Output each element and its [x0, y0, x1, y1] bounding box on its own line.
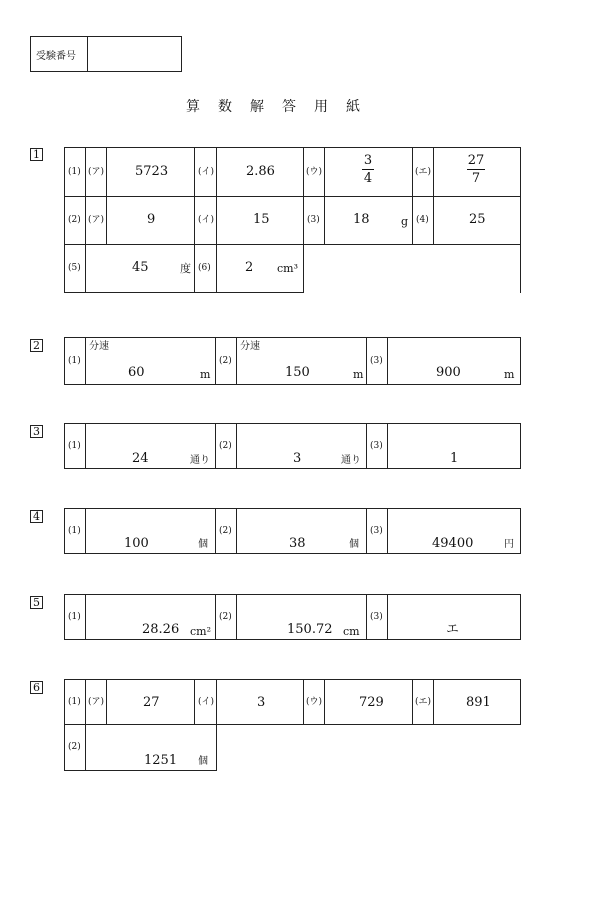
q6-1-a-cell	[107, 680, 195, 724]
q6-1-i-answer: 3	[257, 695, 266, 710]
q1-r1-num: (1)	[65, 148, 86, 196]
q2-2-answer: 150	[285, 365, 310, 380]
section-number-2: 2	[30, 339, 43, 352]
q6-2-cell	[86, 725, 216, 770]
q4-2-cell	[237, 509, 367, 553]
q3-1-unit: 通り	[190, 455, 210, 466]
q4-3-cell	[388, 509, 520, 553]
q1-1-a-answer: 5723	[135, 164, 169, 179]
q1-r1-e-label: (エ)	[413, 148, 434, 196]
q3-row: (1) 24 通り (2) 3 通り (3) 1	[64, 423, 521, 469]
q2-1-cell	[86, 338, 216, 384]
q1-r1-i-cell	[217, 148, 304, 196]
q6-1-a-answer: 27	[143, 695, 160, 710]
q5-1-cell	[86, 595, 216, 639]
q1-r1-u-label: (ウ)	[304, 148, 325, 196]
q1-r3-n6: (6)	[195, 243, 217, 292]
q1-r2-v4-cell	[434, 196, 520, 244]
q2-2-cell	[237, 338, 367, 384]
q4-3-unit: 円	[504, 539, 514, 550]
q3-3-answer: 1	[450, 451, 459, 466]
exam-number-box	[30, 36, 182, 72]
q1-6-answer: 2	[245, 260, 254, 275]
q6-1-u-answer: 729	[359, 695, 384, 710]
q5-2-answer: 150.72	[287, 622, 333, 637]
q3-1-cell	[86, 424, 216, 468]
q1-6-unit: cm³	[277, 262, 299, 275]
q1-r2-i-cell	[217, 196, 304, 244]
q3-2-unit: 通り	[341, 455, 361, 466]
section-number-3: 3	[30, 425, 43, 438]
q6-1-i-cell	[217, 680, 304, 724]
section-number-5: 5	[30, 596, 43, 609]
q2-3-cell	[388, 338, 520, 384]
q2-1-answer: 60	[128, 365, 145, 380]
section-number-6: 6	[30, 681, 43, 694]
q1-2-a-answer: 9	[147, 212, 156, 227]
q3-2-cell	[237, 424, 367, 468]
q1-r2-v3-cell	[325, 196, 413, 244]
q3-1-answer: 24	[132, 451, 149, 466]
q1-5-unit: 度	[180, 262, 191, 275]
q1-1-i-answer: 2.86	[246, 164, 275, 179]
q1-2-i-answer: 15	[253, 212, 270, 227]
q4-row: (1) 100 個 (2) 38 個 (3) 49400 円	[64, 508, 521, 554]
q5-row: (1) 28.26 cm² (2) 150.72 cm (3) エ	[64, 594, 521, 640]
q6-row2: (2) 1251 個	[64, 724, 217, 771]
q1-3-unit: g	[401, 215, 409, 228]
q5-1-answer: 28.26	[142, 622, 180, 637]
q6-1-u-cell	[325, 680, 413, 724]
q3-3-cell	[388, 424, 520, 468]
q1-r3-n5: (5)	[65, 243, 86, 292]
q4-3-answer: 49400	[432, 536, 474, 551]
q4-1-cell	[86, 509, 216, 553]
q4-2-answer: 38	[289, 536, 306, 551]
q1-5-answer: 45	[132, 260, 149, 275]
q3-2-answer: 3	[293, 451, 302, 466]
q1-r2-i-label: (イ)	[195, 196, 217, 244]
exam-number-label: 受験番号	[36, 51, 76, 62]
q1-r2-num: (2)	[65, 196, 86, 244]
q2-2-unit: m	[353, 368, 364, 381]
q1-r1-e-cell	[434, 148, 520, 196]
q1-r2-a-label: (ア)	[86, 196, 107, 244]
q1-r1-a-label: (ア)	[86, 148, 107, 196]
q1-r2-n4: (4)	[413, 196, 434, 244]
q1-r1-a-cell	[107, 148, 195, 196]
q4-1-unit: 個	[198, 539, 208, 550]
q2-3-unit: m	[504, 368, 515, 381]
q5-1-unit: cm²	[190, 625, 212, 638]
section-number-1: 1	[30, 148, 43, 161]
q1-1-e-fraction: 27 7	[467, 153, 485, 186]
q2-row: (1) 分速 60 m (2) 分速 150 m (3) 900 m	[64, 337, 521, 385]
q5-3-answer: エ	[446, 622, 460, 637]
q1-r2-a-cell	[107, 196, 195, 244]
q5-3-cell	[388, 595, 520, 639]
q5-2-cell	[237, 595, 367, 639]
q4-1-answer: 100	[124, 536, 149, 551]
q2-3-answer: 900	[436, 365, 461, 380]
q2-2-prefix: 分速	[240, 341, 260, 352]
section-number-4: 4	[30, 510, 43, 523]
q1-r3-v5-cell	[86, 243, 195, 292]
q6-1-e-cell	[434, 680, 520, 724]
exam-number-field[interactable]	[93, 45, 178, 63]
q6-2-unit: 個	[198, 756, 208, 767]
q6-row1: (1) (ア) 27 (イ) 3 (ウ) 729 (エ) 891	[64, 679, 521, 725]
q1-4-answer: 25	[469, 212, 486, 227]
q1-r1-u-cell	[325, 148, 413, 196]
exam-number-label-cell	[31, 37, 88, 71]
q1-r3-v6-cell	[217, 243, 303, 292]
q1-row3	[64, 243, 304, 293]
q1-3-answer: 18	[353, 212, 370, 227]
q1-r1-i-label: (イ)	[195, 148, 217, 196]
q2-1-prefix: 分速	[89, 341, 109, 352]
page-title: 算数解答用紙	[186, 99, 378, 115]
q6-2-answer: 1251	[144, 753, 178, 768]
q6-1-e-answer: 891	[466, 695, 491, 710]
q1-r2-n3: (3)	[304, 196, 325, 244]
q1-1-u-fraction: 3 4	[363, 153, 373, 186]
q4-2-unit: 個	[349, 539, 359, 550]
q2-1-unit: m	[200, 368, 211, 381]
q5-2-unit: cm	[343, 625, 360, 638]
